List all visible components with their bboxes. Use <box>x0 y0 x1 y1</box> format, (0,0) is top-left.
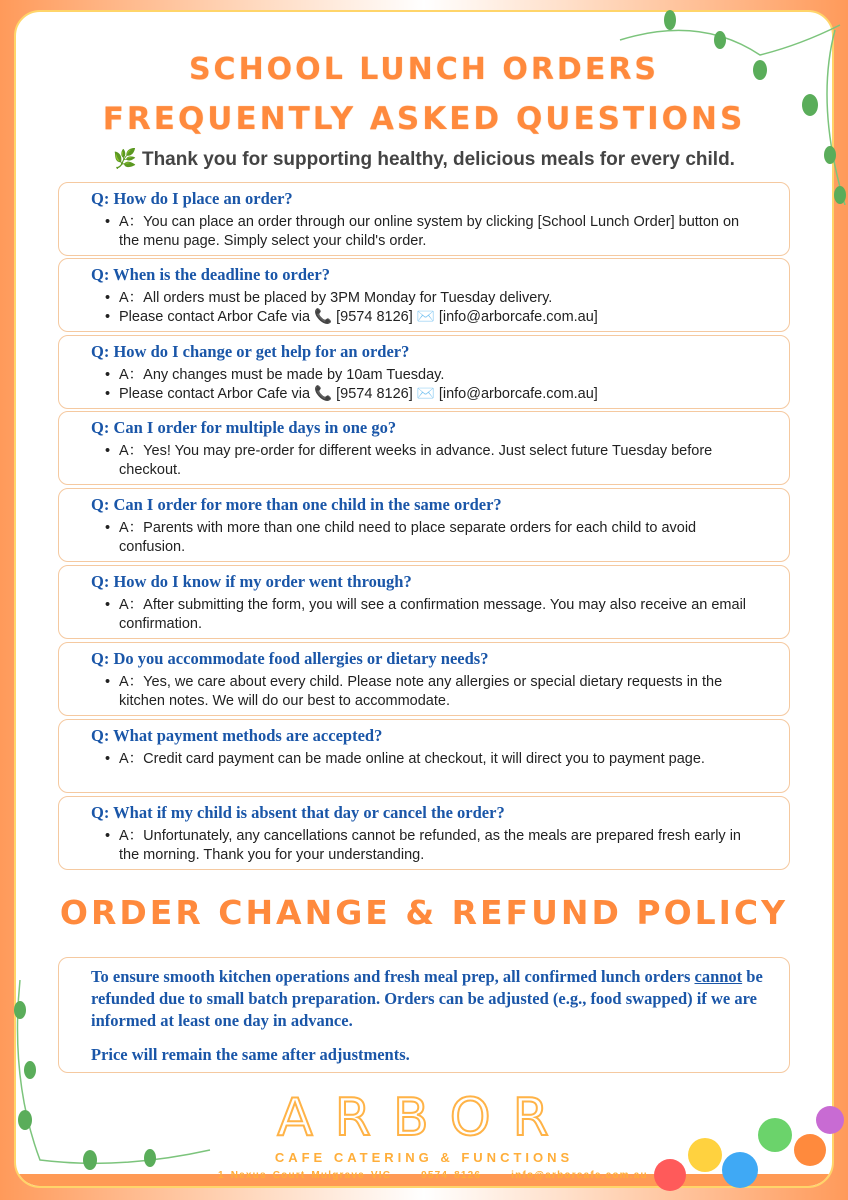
faq-answer: • Please contact Arbor Cafe via 📞 [9574 8126] ✉️ [info@arborcafe.com.au] <box>91 308 789 327</box>
faq-question: Q: Do you accommodate food allergies or dietary needs? <box>91 649 489 668</box>
faq-card <box>58 565 790 639</box>
faq-answer: • A：After submitting the form, you will see a confirmation message. You may also receive an email confirmation. <box>91 596 789 634</box>
faq-answer: • A：Any changes must be made by 10am Tuesday. <box>91 366 789 385</box>
faq-answer: • A：Credit card payment can be made online at checkout, it will direct you to payment page. <box>91 750 789 769</box>
policy-note: Price will remain the same after adjustments. <box>91 1045 410 1064</box>
faq-answer: • A：Yes, we care about every child. Please note any allergies or special dietary requests in the kitchen notes. We will do our best to accommodate. <box>91 673 789 711</box>
faq-question: Q: When is the deadline to order? <box>91 265 330 284</box>
faq-question: Q: How do I place an order? <box>91 189 293 208</box>
faq-card <box>58 642 790 716</box>
faq-question: Q: Can I order for more than one child in the same order? <box>91 495 502 514</box>
faq-answer: • A：All orders must be placed by 3PM Monday for Tuesday delivery. <box>91 289 789 308</box>
faq-card <box>58 258 790 332</box>
herb-icon: 🌿 <box>113 149 142 170</box>
subtitle: 🌿 Thank you for supporting healthy, delicious meals for every child. <box>113 149 735 170</box>
faq-question: Q: How do I know if my order went through? <box>91 572 412 591</box>
faq-answer: • Please contact Arbor Cafe via 📞 [9574 8126] ✉️ [info@arborcafe.com.au] <box>91 385 789 404</box>
faq-question: Q: What payment methods are accepted? <box>91 726 383 745</box>
faq-card <box>58 488 790 562</box>
faq-question: Q: What if my child is absent that day or cancel the order? <box>91 803 505 822</box>
policy-box <box>58 957 790 1073</box>
policy-text: To ensure smooth kitchen operations and fresh meal prep, all confirmed lunch orders cannot be refunded due to small batch preparation. Orders can be adjusted (e.g., food swapped) if we are informed at least one day in advance. <box>91 967 763 1030</box>
faq-card <box>58 182 790 256</box>
email: info@arborcafe.com.au <box>511 1170 648 1181</box>
tagline: CAFE CATERING & FUNCTIONS <box>274 1150 574 1165</box>
phone: 9574 8126 <box>421 1170 482 1181</box>
faq-card <box>58 335 790 409</box>
faq-question: Q: Can I order for multiple days in one go? <box>91 418 397 437</box>
title-line-2: FREQUENTLY ASKED QUESTIONS <box>102 101 746 137</box>
title-line-1: SCHOOL LUNCH ORDERS <box>188 52 660 87</box>
faq-card <box>58 796 790 870</box>
faq-answer: • A：You can place an order through our online system by clicking [School Lunch Order] button on the menu page. Simply select your child's order. <box>91 213 789 251</box>
faq-card <box>58 719 790 793</box>
faq-answer: • A：Unfortunately, any cancellations cannot be refunded, as the meals are prepared fresh early in the morning. Thank you for your understanding. <box>91 827 789 865</box>
faq-question: Q: How do I change or get help for an order? <box>91 342 410 361</box>
policy-title: ORDER CHANGE & REFUND POLICY <box>59 893 789 932</box>
faq-card <box>58 411 790 485</box>
faq-answer: • A：Yes! You may pre-order for different weeks in advance. Just select future Tuesday before checkout. <box>91 442 789 480</box>
arbor-logo: ARBOR <box>277 1088 571 1148</box>
address: 1 Nexus Court Mulgrave VIC <box>218 1170 392 1181</box>
contact-line <box>218 1170 672 1181</box>
faq-answer: • A：Parents with more than one child need to place separate orders for each child to avoid confusion. <box>91 519 789 557</box>
